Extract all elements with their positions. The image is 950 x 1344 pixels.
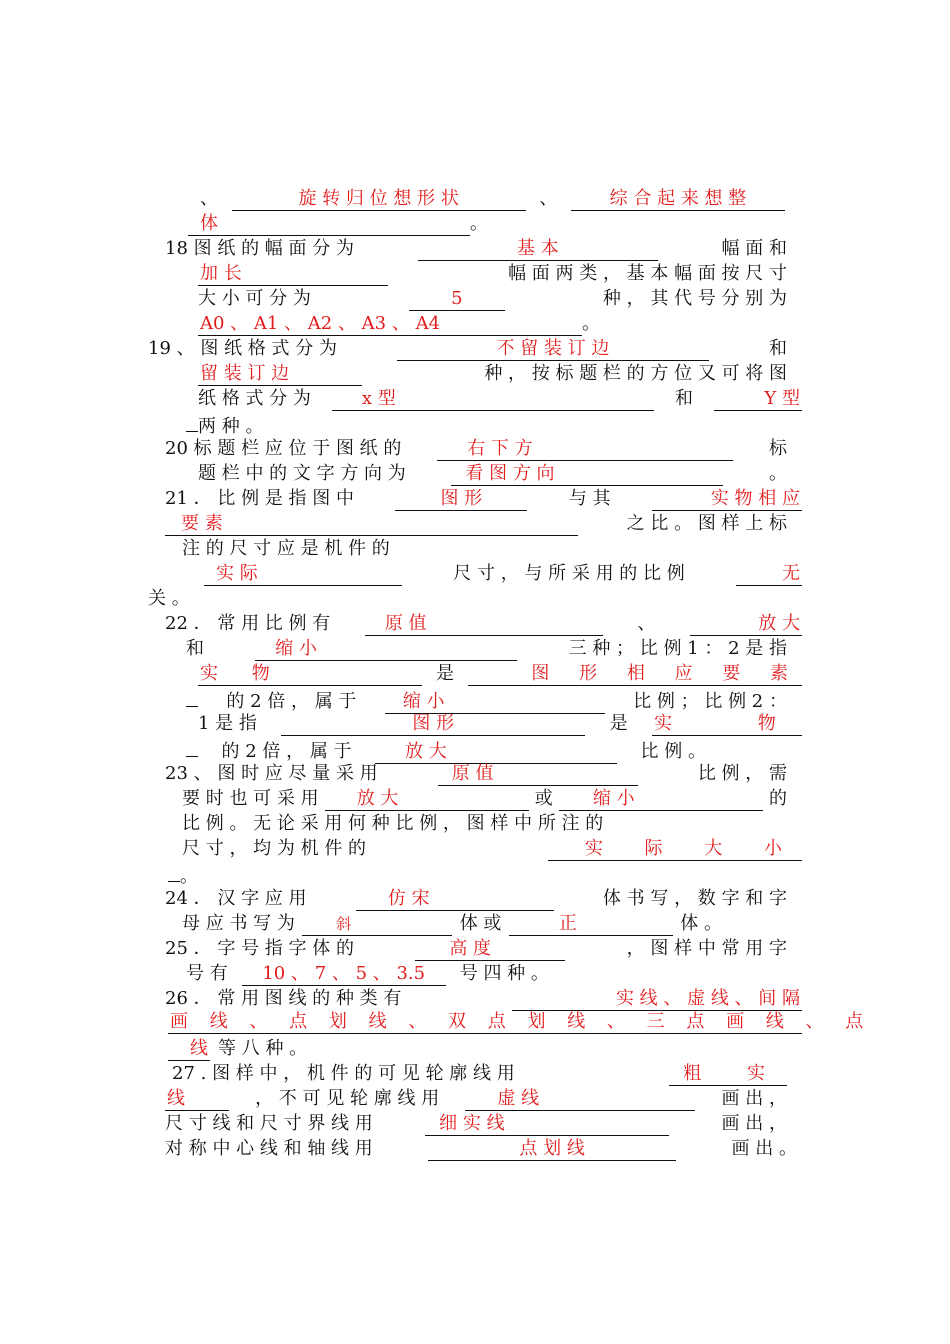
line-text: 对 称 中 心 线 和 轴 线 用	[165, 1138, 373, 1159]
line-text: 之 比 。 图 样 上 标	[626, 513, 787, 534]
answer-blank: 高 度	[415, 938, 565, 961]
answer-blank: 放 大	[375, 741, 617, 764]
line-text: 号 四 种 。	[459, 963, 549, 984]
text-line	[165, 486, 802, 511]
answer-blank: 斜	[302, 913, 452, 936]
line-text: 母 应 书 写 为	[182, 913, 295, 934]
text-line	[165, 936, 787, 961]
text-line	[186, 636, 787, 661]
answer-blank: x 型	[332, 388, 654, 411]
answer-blank: 线	[168, 1038, 210, 1061]
line-text: 号 有	[186, 963, 228, 984]
line-text: 关 。	[148, 588, 190, 609]
answer-blank: 细 实 线	[425, 1113, 669, 1136]
line-text: 幅 面 和	[721, 238, 787, 259]
line-text: 画 出 ，	[721, 1113, 787, 1134]
text-line	[200, 186, 785, 211]
answer-blank: 缩 小	[559, 788, 763, 811]
text-line	[186, 411, 306, 436]
text-line	[172, 1061, 787, 1086]
text-line	[148, 586, 228, 611]
answer-blank: 粗 实	[669, 1063, 787, 1086]
line-text: 27 . 图 样 中 ， 机 件 的 可 见 轮 廓 线 用	[172, 1063, 515, 1084]
text-line	[165, 511, 787, 536]
answer-blank: 原 值	[365, 613, 603, 636]
line-text: 的	[768, 788, 787, 809]
text-line	[165, 761, 787, 786]
text-line	[186, 961, 586, 986]
line-text: ， 不 可 见 轮 廓 线 用	[255, 1088, 440, 1109]
line-text: 或	[534, 788, 553, 809]
answer-blank: 虚 线	[465, 1088, 695, 1111]
answer-blank: 实 物	[653, 713, 816, 734]
text-line	[165, 1136, 797, 1161]
answer-blank: 放 大	[690, 613, 802, 636]
line-text: 体 。	[680, 913, 722, 934]
text-line	[198, 311, 618, 336]
answer-blank: 右 下 方	[437, 438, 733, 461]
answer-blank: 5	[409, 288, 505, 311]
line-text: 23 、 图 时 应 尽 量 采 用	[165, 763, 378, 784]
answer-blank: 点 划 线	[428, 1138, 676, 1161]
answer-blank: 实 线 、 虚 线 、 间 隔	[512, 988, 802, 1011]
line-text: 注 的 尺 寸 应 是 机 件 的	[182, 538, 390, 559]
answer-blank: A0 、 A1 、 A2 、 A3 、 A4	[198, 313, 582, 336]
line-text: 和	[674, 388, 693, 409]
text-line	[198, 661, 802, 686]
line-text: 题 栏 中 的 文 字 方 向 为	[198, 463, 406, 484]
text-line	[198, 286, 787, 311]
line-text: 体 书 写 ， 数 字 和 字	[602, 888, 787, 909]
answer-blank: 缩 小	[255, 638, 517, 661]
line-text: 的 2 倍 ， 属 于	[226, 691, 357, 712]
text-line	[168, 1036, 368, 1061]
answer-blank: 要 素	[165, 513, 578, 536]
line-text: 尺 寸 ， 均 为 机 件 的	[182, 838, 367, 859]
text-line	[165, 986, 802, 1011]
text-line	[182, 811, 787, 836]
line-text: 比 例 ； 比 例 2 ：	[633, 691, 787, 712]
line-text: 是	[436, 663, 454, 684]
answer-blank: 缩 小	[385, 691, 605, 714]
answer-blank: 原 值	[438, 763, 638, 786]
line-text: 尺 寸 线 和 尺 寸 界 线 用	[165, 1113, 373, 1134]
line-text: 24 ． 汉 字 应 用	[165, 888, 307, 909]
answer-blank: 画 线 、 点 划 线 、 双 点 划 线 、 三 点 画 线 、 点	[170, 1011, 872, 1032]
answer-blank: 看 图 方 向	[451, 463, 723, 486]
line-text: 要 时 也 可 采 用	[182, 788, 319, 809]
text-line	[182, 911, 722, 936]
answer-blank: 正	[509, 913, 673, 936]
text-line	[165, 1086, 787, 1111]
line-text: 、	[637, 613, 656, 634]
answer-blank: 加 长	[198, 263, 388, 286]
text-line	[148, 336, 787, 361]
answer-blank: 放 大	[325, 788, 529, 811]
blank-line	[186, 736, 198, 757]
text-line	[165, 611, 802, 636]
line-text: 、	[200, 188, 218, 209]
line-text: 22 ． 常 用 比 例 有	[165, 613, 331, 634]
answer-blank: 实 物	[198, 663, 422, 686]
line-text: 三 种 ； 比 例 1 ： 2 是 指	[568, 638, 787, 659]
line-text: 幅 面 两 类 ， 基 本 幅 面 按 尺 寸	[508, 263, 787, 284]
line-text: 画 出 ，	[721, 1088, 787, 1109]
line-text: 比 例 。 无 论 采 用 何 种 比 例 ， 图 样 中 所 注 的	[182, 813, 604, 834]
line-text: 画 出 。	[731, 1138, 797, 1159]
text-line	[182, 536, 482, 561]
line-text: 大 小 可 分 为	[198, 288, 311, 309]
line-text: 两 种 。	[198, 416, 264, 437]
text-line	[182, 786, 787, 811]
text-line	[165, 886, 787, 911]
text-line	[168, 1011, 872, 1036]
answer-blank: 旋 转 归 位 想 形 状	[232, 188, 526, 211]
text-line	[204, 561, 802, 586]
answer-blank: 图 形 相 应 要 素	[468, 663, 802, 686]
answer-blank: 体	[188, 213, 470, 236]
answer-blank: 10 、 7 、 5 、 3.5	[242, 963, 446, 986]
text-line	[165, 436, 787, 461]
line-text: ， 图 样 中 常 用 字	[626, 938, 787, 959]
line-text: 种 ， 其 代 号 分 别 为	[602, 288, 787, 309]
line-text: 21 ． 比 例 是 指 图 中	[165, 488, 354, 509]
line-text: 体 或	[459, 913, 502, 934]
line-text: 20 标 题 栏 应 位 于 图 纸 的	[165, 438, 402, 459]
text-line	[198, 386, 802, 411]
line-text: 和	[769, 338, 787, 359]
line-text: 与 其	[568, 488, 611, 509]
line-text: 比 例 。	[640, 741, 706, 762]
text-line	[186, 736, 706, 761]
answer-blank: 图 形	[281, 713, 585, 736]
line-text: 比 例 ， 需	[697, 763, 787, 784]
answer-blank: 实 际	[204, 563, 402, 586]
text-line	[198, 711, 816, 736]
line-text: 。	[582, 313, 600, 334]
answer-blank: 仿 宋	[356, 888, 554, 911]
answer-blank: 留 装 订 边	[198, 363, 362, 386]
answer-blank: 不 留 装 订 边	[397, 338, 709, 361]
text-line	[168, 861, 248, 886]
answer-blank: Y 型	[714, 388, 802, 411]
answer-blank: 综 合 起 来 想 整	[571, 188, 785, 211]
line-text: 。	[470, 213, 488, 234]
line-text: 的 2 倍 ， 属 于	[221, 741, 352, 762]
text-line	[198, 461, 787, 486]
line-text: 18 图 纸 的 幅 面 分 为	[165, 238, 354, 259]
answer-blank: 基 本	[418, 238, 658, 261]
line-text: 标	[769, 438, 787, 459]
line-text: 等 八 种 。	[218, 1038, 308, 1059]
answer-blank: 实 际 大 小	[548, 838, 802, 861]
line-text: 种 ， 按 标 题 栏 的 方 位 又 可 将 图	[484, 363, 787, 384]
text-line	[198, 361, 787, 386]
blank-line	[186, 686, 198, 707]
text-line	[182, 836, 802, 861]
answer-blank: 无	[736, 563, 802, 586]
blank-line	[186, 411, 198, 432]
text-line	[188, 211, 488, 236]
line-text: 和	[186, 638, 204, 659]
line-text: 纸 格 式 分 为	[198, 388, 311, 409]
line-text: 。	[769, 463, 787, 484]
text-line	[165, 1111, 787, 1136]
answer-blank: 实 物 相 应	[652, 488, 802, 511]
line-text: 19 、 图 纸 格 式 分 为	[148, 338, 337, 359]
line-text: 尺 寸 ， 与 所 采 用 的 比 例	[453, 563, 685, 584]
line-text: 。	[180, 866, 198, 887]
line-text: 1 是 指	[198, 713, 257, 734]
text-line	[198, 261, 787, 286]
line-text: 26 ． 常 用 图 线 的 种 类 有	[165, 988, 402, 1009]
answer-blank: 图 形	[395, 488, 527, 511]
text-line	[165, 236, 787, 261]
answer-blank: 线	[165, 1088, 229, 1111]
line-text: 25 ． 字 号 指 字 体 的	[165, 938, 354, 959]
text-line	[186, 686, 787, 711]
line-text: 、	[539, 188, 558, 209]
blank-line	[168, 861, 180, 882]
line-text: 是	[609, 713, 628, 734]
